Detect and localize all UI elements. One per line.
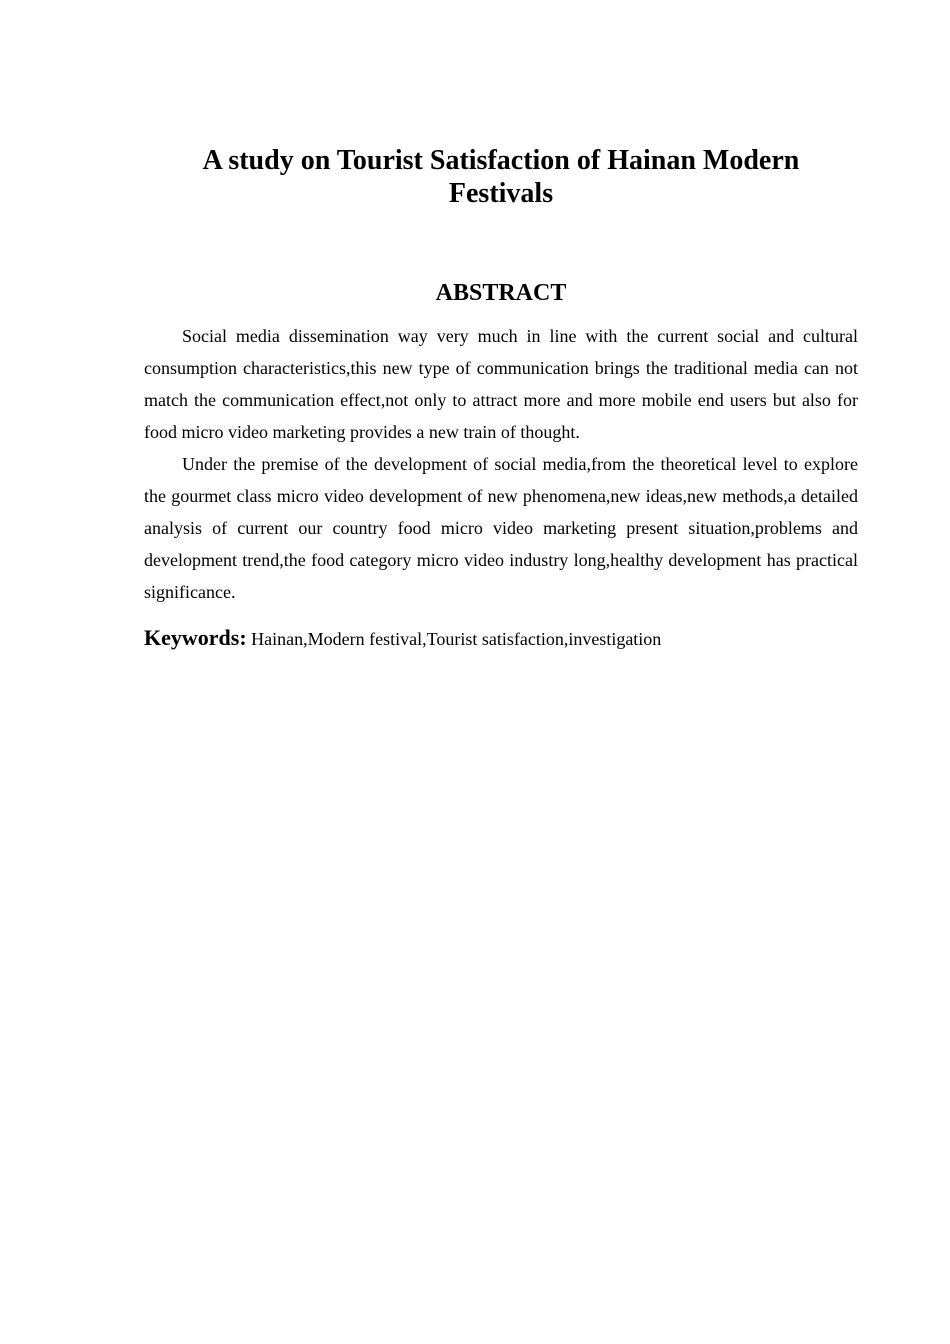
keywords-label: Keywords: [144, 625, 247, 650]
abstract-body [144, 320, 858, 608]
document-title [144, 144, 858, 210]
title-line-2: Festivals [448, 178, 554, 209]
abstract-heading: ABSTRACT [435, 280, 567, 306]
abstract-paragraph-2: Under the premise of the development of social media,from the theoretical level to explore the gourmet class micro video development of new phenomena,new ideas,new methods,a detailed analysis of current our country food micro video marketing present situation,problems and development trend,the food category micro video industry long,healthy development has practical significance. [144, 454, 858, 602]
title-line-1: A study on Tourist Satisfaction of Hainan Modern [202, 145, 800, 176]
abstract-paragraph-1: Social media dissemination way very much in line with the current social and cultural consumption characteristics,this new type of communication brings the traditional media can not match the communication effect,not only to attract more and more mobile end users but also for food micro video marketing provides a new train of thought. [144, 326, 858, 442]
keywords-text: Hainan,Modern festival,Tourist satisfaction,investigation [246, 629, 662, 649]
keywords-line [144, 622, 858, 655]
